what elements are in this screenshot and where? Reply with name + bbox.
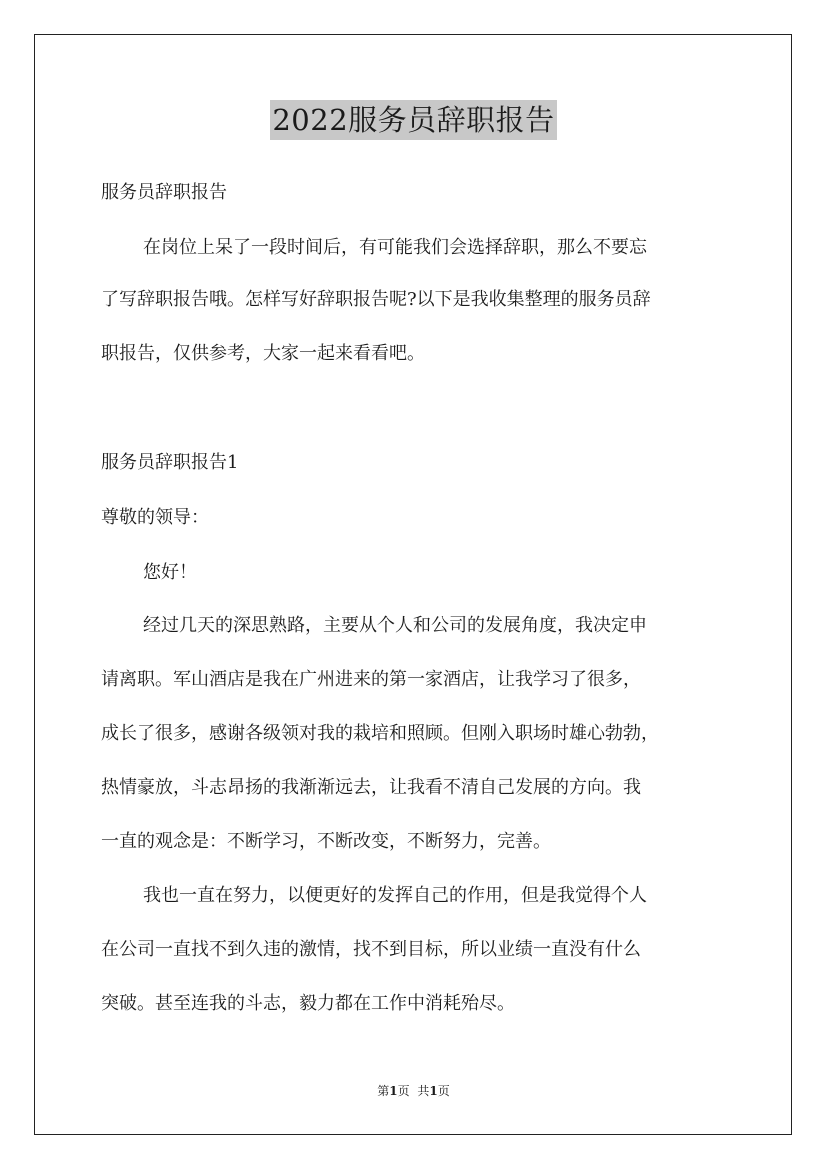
page-footer xyxy=(0,1083,827,1099)
paragraph-line: 一直的观念是：不断学习，不断改变，不断努力，完善。 xyxy=(101,831,551,852)
paragraph-line: 突破。甚至连我的斗志，毅力都在工作中消耗殆尽。 xyxy=(101,993,515,1014)
footer-prefix: 第 xyxy=(377,1084,390,1098)
greeting: 您好！ xyxy=(143,562,197,583)
paragraph-line: 了写辞职报告哦。怎样写好辞职报告呢?以下是我收集整理的服务员辞 xyxy=(101,289,651,310)
paragraph-line: 热情豪放，斗志昂扬的我渐渐远去，让我看不清自己发展的方向。我 xyxy=(101,777,641,798)
footer-page-number: 1 xyxy=(389,1084,398,1098)
footer-total-suffix: 页 xyxy=(437,1084,450,1098)
section-heading: 服务员辞职报告1 xyxy=(101,452,239,473)
paragraph-line: 在岗位上呆了一段时间后，有可能我们会选择辞职，那么不要忘 xyxy=(143,237,647,258)
paragraph-line: 请离职。军山酒店是我在广州进来的第一家酒店，让我学习了很多， xyxy=(101,669,641,690)
footer-page-suffix: 页 xyxy=(397,1084,410,1098)
title-wrap xyxy=(0,100,827,140)
paragraph-line: 我也一直在努力，以便更好的发挥自己的作用，但是我觉得个人 xyxy=(143,885,647,906)
paragraph-line: 成长了很多，感谢各级领对我的栽培和照顾。但刚入职场时雄心勃勃， xyxy=(101,723,659,744)
paragraph-line: 经过几天的深思熟路，主要从个人和公司的发展角度，我决定申 xyxy=(143,615,647,636)
paragraph-line: 职报告，仅供参考，大家一起来看看吧。 xyxy=(101,343,425,364)
subtitle-line: 服务员辞职报告 xyxy=(101,182,227,203)
footer-total-pages: 1 xyxy=(429,1084,438,1098)
paragraph-line: 在公司一直找不到久违的激情，找不到目标，所以业绩一直没有什么 xyxy=(101,939,641,960)
document-title: 2022服务员辞职报告 xyxy=(270,100,556,140)
footer-total-prefix: 共 xyxy=(417,1084,430,1098)
salutation: 尊敬的领导： xyxy=(101,507,209,528)
